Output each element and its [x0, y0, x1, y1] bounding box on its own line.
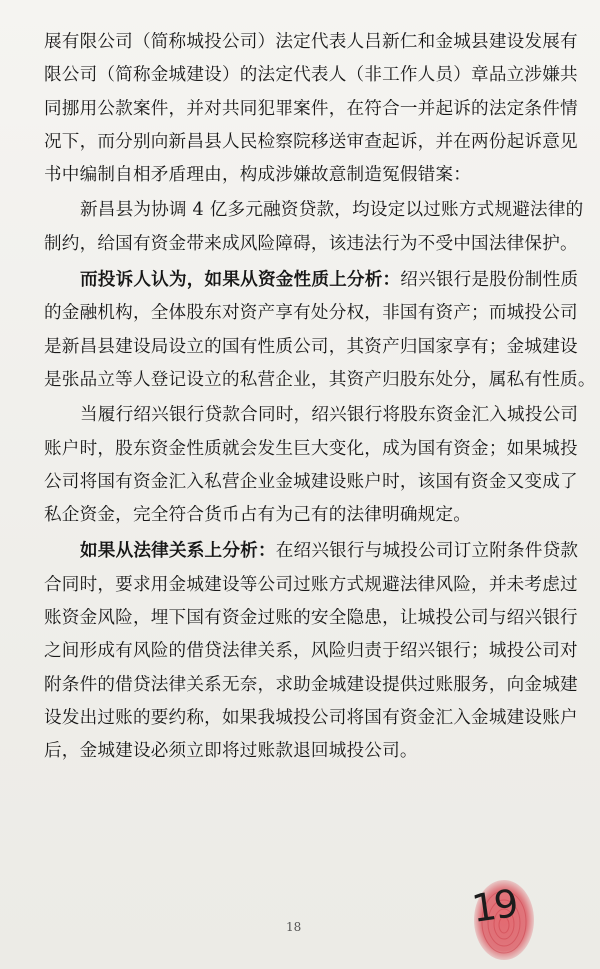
text-line: 公司将国有资金汇入私营企业金城建设账户时，该国有资金又变成了: [44, 471, 578, 492]
text-span: 绍兴银行是股份制性质: [400, 270, 579, 291]
text-line: 合同时，要求用金城建设等公司过账方式规避法律风险，并未考虑过: [44, 574, 578, 595]
text-line: 书中编制自相矛盾理由，构成涉嫌故意制造冤假错案：: [44, 165, 472, 186]
page-number: 18: [286, 920, 302, 934]
text-line: [44, 534, 579, 568]
text-line: 私企资金，完全符合货币占有为己有的法律明确规定。: [44, 505, 472, 526]
text-span: 在绍兴银行与城投公司订立附条件贷款: [275, 541, 579, 562]
text-line: [44, 263, 579, 297]
text-line: 限公司（简称金城建设）的法定代表人（非工作人员）章品立涉嫌共: [44, 65, 578, 86]
text-line: 新昌县为协调 4 亿多元融资贷款，均设定以过账方式规避法律的: [80, 200, 584, 221]
text-line: 是新昌县建设局设立的国有性质公司，其资产归国家享有；金城建设: [44, 336, 578, 357]
text-line: 是张品立等人登记设立的私营企业，其资产归股东处分，属私有性质。: [44, 369, 596, 390]
text-line: 况下，而分别向新昌县人民检察院移送审查起诉，并在两份起诉意见: [44, 131, 578, 152]
text-line: 当履行绍兴银行贷款合同时，绍兴银行将股东资金汇入城投公司: [80, 405, 579, 426]
bold-heading: 如果从法律关系上分析：: [80, 540, 276, 562]
document-body: [44, 26, 596, 769]
paragraph-4: [44, 399, 579, 532]
paragraph-2: [44, 194, 584, 261]
text-line: 展有限公司（简称城投公司）法定代表人吕新仁和金城县建设发展有: [44, 32, 578, 52]
text-line: 制约，给国有资金带来成风险障碍，该违法行为不受中国法律保护。: [44, 233, 578, 254]
text-line: 设发出过账的要约称，如果我城投公司将国有资金汇入金城建设账户: [44, 707, 578, 728]
text-line: 账资金风险，埋下国有资金过账的安全隐患，让城投公司与绍兴银行: [44, 608, 578, 629]
paragraph-5: [44, 534, 579, 768]
paragraph-1: [44, 26, 578, 192]
bold-heading: 而投诉人认为，如果从资金性质上分析：: [80, 269, 401, 291]
paragraph-3: [44, 263, 596, 397]
text-line: 同挪用公款案件，并对共同犯罪案件，在符合一并起诉的法定条件情: [44, 98, 578, 119]
text-line: 账户时，股东资金性质就会发生巨大变化，成为国有资金；如果城投: [44, 438, 578, 459]
text-line: 附条件的借贷法律关系无奈，求助金城建设提供过账服务，向金城建: [44, 674, 578, 695]
text-line: 的金融机构，全体股东对资产享有处分权，非国有资产；而城投公司: [44, 303, 578, 324]
handwritten-page-number: 19: [469, 881, 520, 931]
text-line: 后，金城建设必须立即将过账款退回城投公司。: [44, 741, 418, 762]
text-line: 之间形成有风险的借贷法律关系，风险归责于绍兴银行；城投公司对: [44, 641, 578, 662]
